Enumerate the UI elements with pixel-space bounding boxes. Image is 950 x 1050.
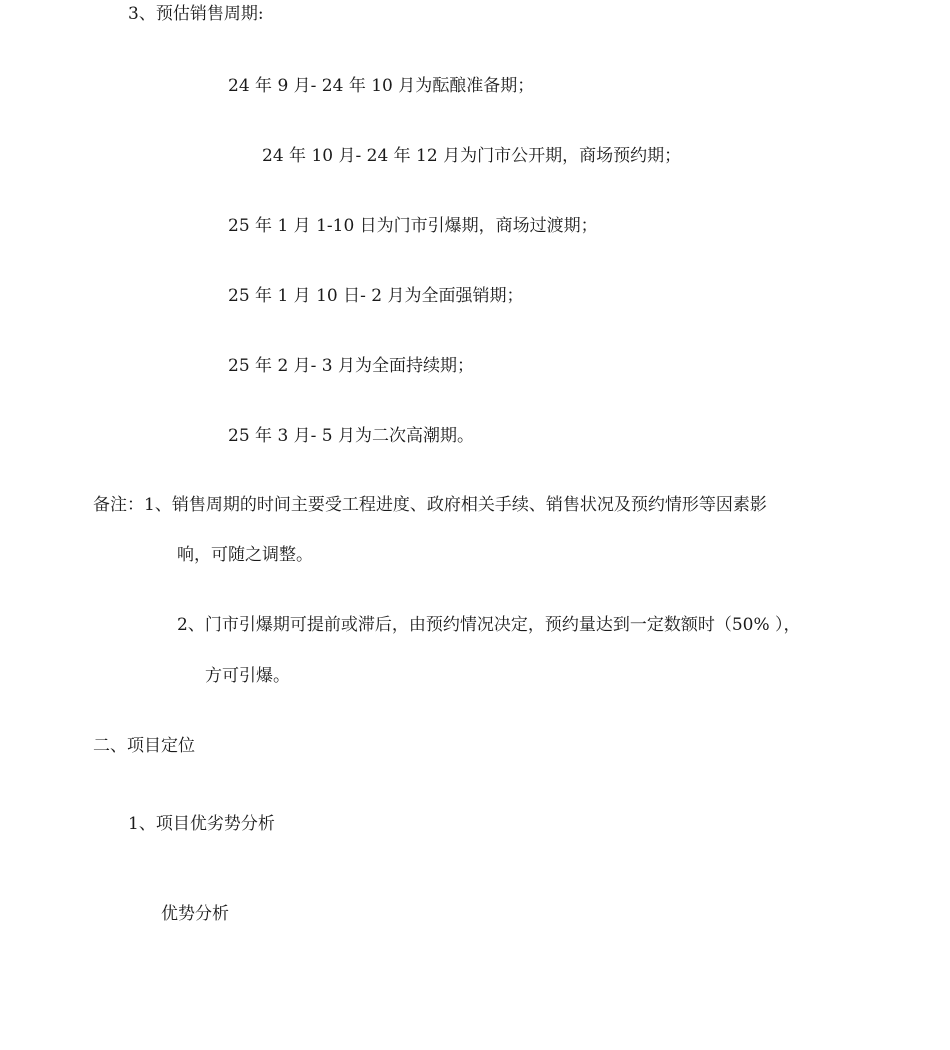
period-item: 25 年 3 月- 5 月为二次高潮期。 bbox=[228, 426, 475, 446]
subsection-heading: 1、项目优劣势分析 bbox=[128, 814, 275, 834]
note-1-line-2: 响，可随之调整。 bbox=[177, 545, 313, 565]
sub-subsection-heading: 优势分析 bbox=[161, 904, 229, 924]
note-2-line-1: 2、门市引爆期可提前或滞后，由预约情况决定，预约量达到一定数额时（50% ）， bbox=[177, 615, 801, 635]
period-item: 24 年 10 月- 24 年 12 月为门市公开期，商场预约期； bbox=[262, 146, 682, 166]
period-item: 25 年 1 月 1-10 日为门市引爆期，商场过渡期； bbox=[228, 216, 598, 236]
section-3-heading: 3、预估销售周期: bbox=[128, 4, 264, 24]
period-item: 24 年 9 月- 24 年 10 月为酝酿准备期； bbox=[228, 76, 535, 96]
period-item: 25 年 1 月 10 日- 2 月为全面强销期； bbox=[228, 286, 524, 306]
note-2-line-2: 方可引爆。 bbox=[205, 666, 290, 686]
note-1-line-1: 备注：1、销售周期的时间主要受工程进度、政府相关手续、销售状况及预约情形等因素影 bbox=[93, 495, 767, 515]
section-2-heading: 二、项目定位 bbox=[93, 736, 195, 756]
period-item: 25 年 2 月- 3 月为全面持续期； bbox=[228, 356, 475, 376]
